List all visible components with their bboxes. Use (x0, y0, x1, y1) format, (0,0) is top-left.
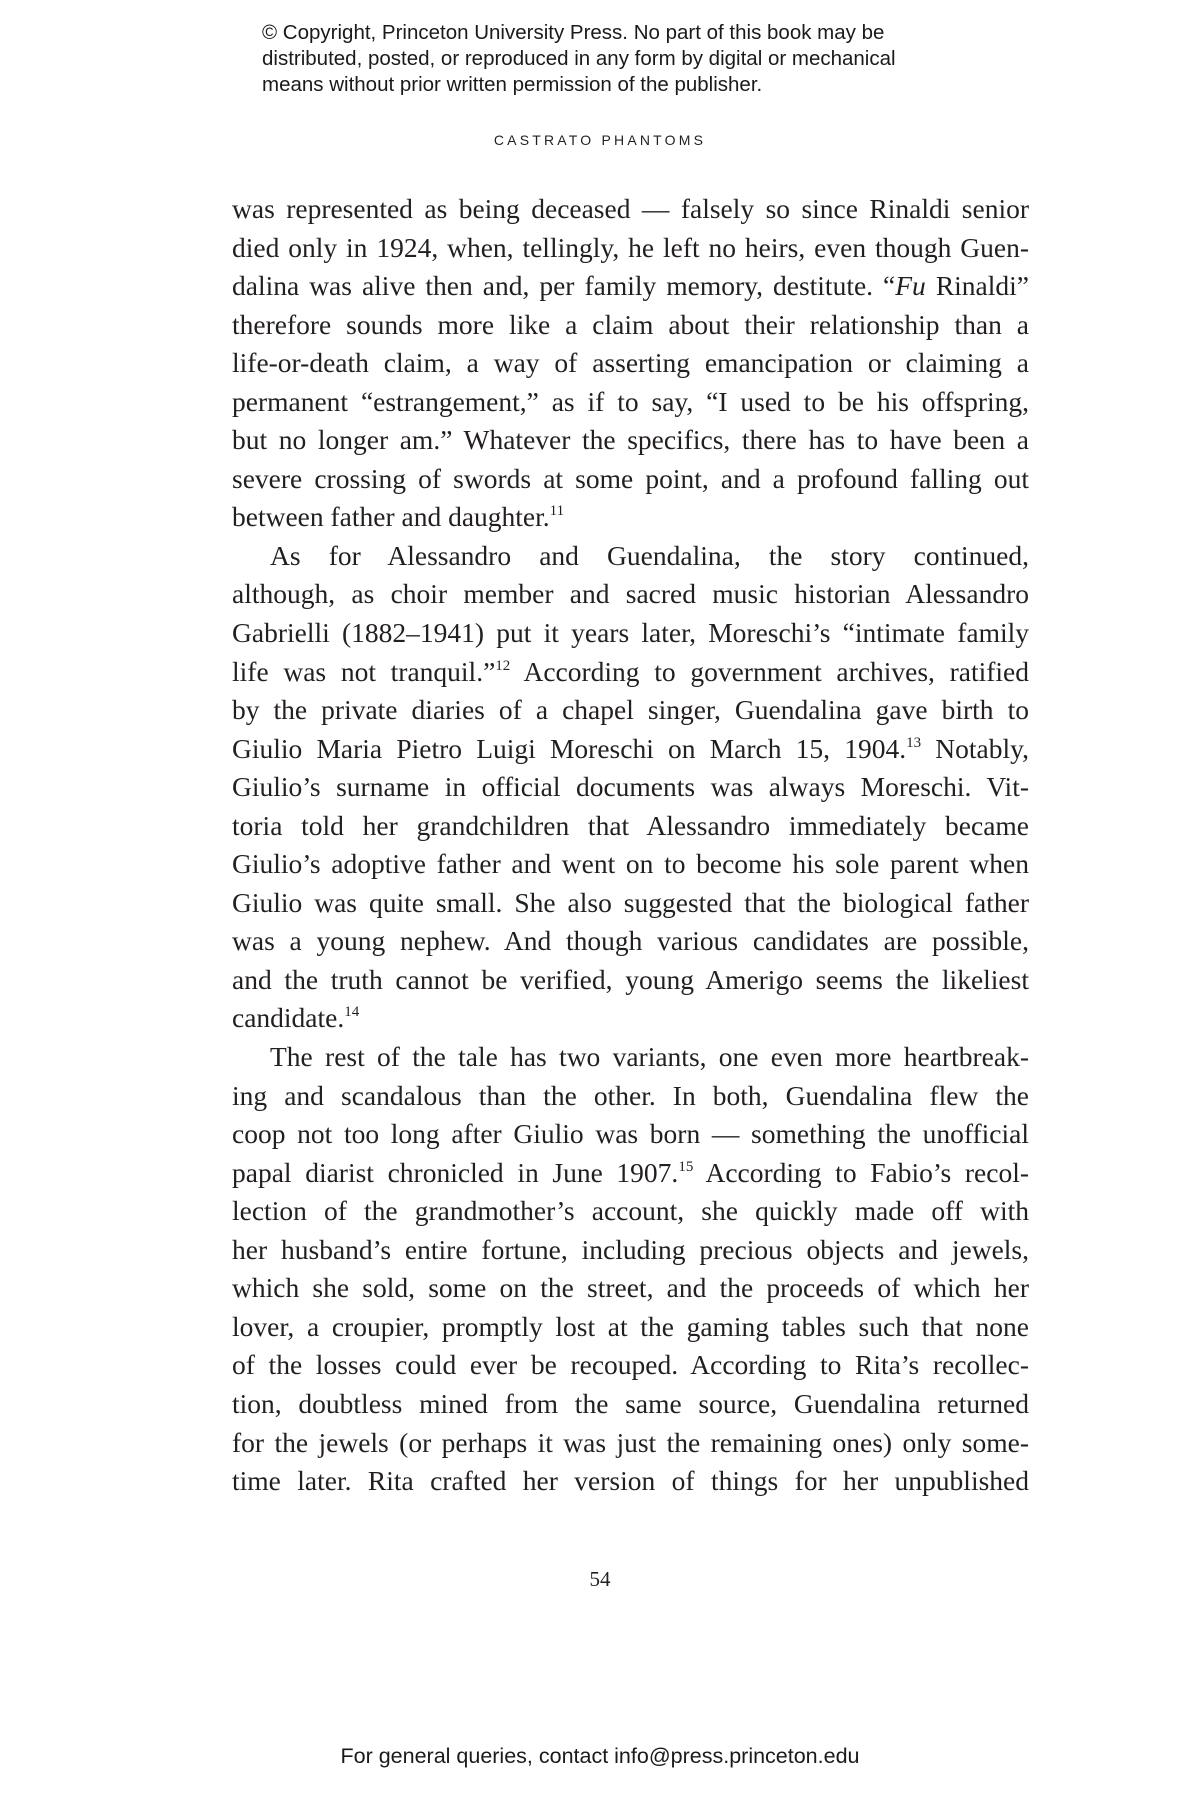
text-line (232, 730, 1029, 769)
text-line: Giulio’s adoptive father and went on to become his sole parent when (232, 848, 1029, 880)
text-line: which she sold, some on the street, and the proceeds of which her (232, 1272, 1029, 1304)
text-line: toria told her grandchildren that Alessandro immediately became (232, 809, 1029, 841)
text-line: coop not too long after Giulio was born — something the unofficial (232, 1118, 1029, 1150)
footnote-ref-11: 11 (549, 503, 565, 520)
paragraph-1 (232, 190, 1029, 537)
text-line: of the losses could ever be recouped. According to Rita’s recollec- (232, 1349, 1029, 1381)
footnote-ref-12: 12 (495, 657, 511, 674)
text-line (232, 999, 1029, 1038)
copyright-line: distributed, posted, or reproduced in any form by digital or mechanical (262, 47, 896, 70)
text-run: Rinaldi” (925, 270, 1029, 302)
text-line: time later. Rita crafted her version of things for her unpublished (232, 1465, 1029, 1497)
text-run: papal diarist chronicled in June 1907. (232, 1156, 679, 1188)
text-run: candidate. (232, 1002, 345, 1034)
footnote-ref-13: 13 (906, 734, 922, 751)
italic-text: Fu (895, 270, 926, 302)
text-run: According to government archives, ratified (510, 655, 1030, 687)
copyright-line: means without prior written permission of the publisher. (262, 73, 763, 96)
footnote-ref-15: 15 (678, 1158, 694, 1175)
text-line: and the truth cannot be verified, young Amerigo seems the likeliest (232, 963, 1029, 995)
text-line: ing and scandalous than the other. In both, Guendalina flew the (232, 1079, 1029, 1111)
text-line (232, 1154, 1029, 1193)
text-line: therefore sounds more like a claim about their relationship than a (232, 308, 1029, 340)
text-line: was represented as being deceased — falsely so since Rinaldi senior (232, 193, 1029, 224)
text-run: life was not tranquil.” (232, 655, 496, 687)
text-run: dalina was alive then and, per family memory, destitute. “ (232, 270, 896, 302)
copyright-notice (262, 20, 1022, 98)
text-line: for the jewels (or perhaps it was just the remaining ones) only some- (232, 1426, 1029, 1458)
text-line: tion, doubtless mined from the same source, Guendalina returned (232, 1387, 1029, 1419)
text-line: Giulio’s surname in official documents was always Moreschi. Vit- (232, 771, 1029, 803)
copyright-line: © Copyright, Princeton University Press. No part of this book may be (262, 21, 885, 44)
text-line: life-or-death claim, a way of asserting emancipation or claiming a (232, 347, 1029, 379)
text-line (232, 498, 1029, 537)
text-line: her husband’s entire fortune, including precious objects and jewels, (232, 1233, 1029, 1265)
paragraph-3 (232, 1038, 1029, 1501)
text-run: Notably, (921, 732, 1029, 764)
text-line: severe crossing of swords at some point, and a profound falling out (232, 462, 1029, 494)
text-line: lover, a croupier, promptly lost at the gaming tables such that none (232, 1310, 1029, 1342)
text-line: As for Alessandro and Guendalina, the story continued, (270, 539, 1029, 571)
footnote-ref-14: 14 (344, 1004, 360, 1021)
contact-footer: For general queries, contact info@press.princeton.edu (340, 1744, 860, 1768)
text-line (232, 267, 1029, 306)
text-run: Giulio Maria Pietro Luigi Moreschi on March 15, 1904. (232, 732, 907, 764)
body-text (232, 190, 1029, 1501)
paragraph-2 (232, 537, 1029, 1038)
text-line: was a young nephew. And though various candidates are possible, (232, 925, 1029, 957)
text-line: The rest of the tale has two variants, one even more heartbreak- (270, 1041, 1029, 1073)
text-line: but no longer am.” Whatever the specifics, there has to have been a (232, 424, 1029, 456)
text-line: permanent “estrangement,” as if to say, “I used to be his offspring, (232, 385, 1029, 417)
text-line: Gabrielli (1882–1941) put it years later, Moreschi’s “intimate family (232, 617, 1029, 649)
text-line: died only in 1924, when, tellingly, he left no heirs, even though Guen- (232, 231, 1029, 263)
text-line: Giulio was quite small. She also suggested that the biological father (232, 886, 1029, 918)
text-line: by the private diaries of a chapel singer, Guendalina gave birth to (232, 694, 1029, 726)
text-line: although, as choir member and sacred music historian Alessandro (232, 578, 1029, 610)
text-line (232, 653, 1029, 692)
text-run: According to Fabio’s recol- (693, 1156, 1029, 1188)
text-run: between father and daughter. (232, 501, 550, 533)
running-head: CASTRATO PHANTOMS (493, 132, 707, 148)
text-line: lection of the grandmother’s account, she quickly made off with (232, 1195, 1029, 1227)
page-number: 54 (589, 1567, 611, 1591)
